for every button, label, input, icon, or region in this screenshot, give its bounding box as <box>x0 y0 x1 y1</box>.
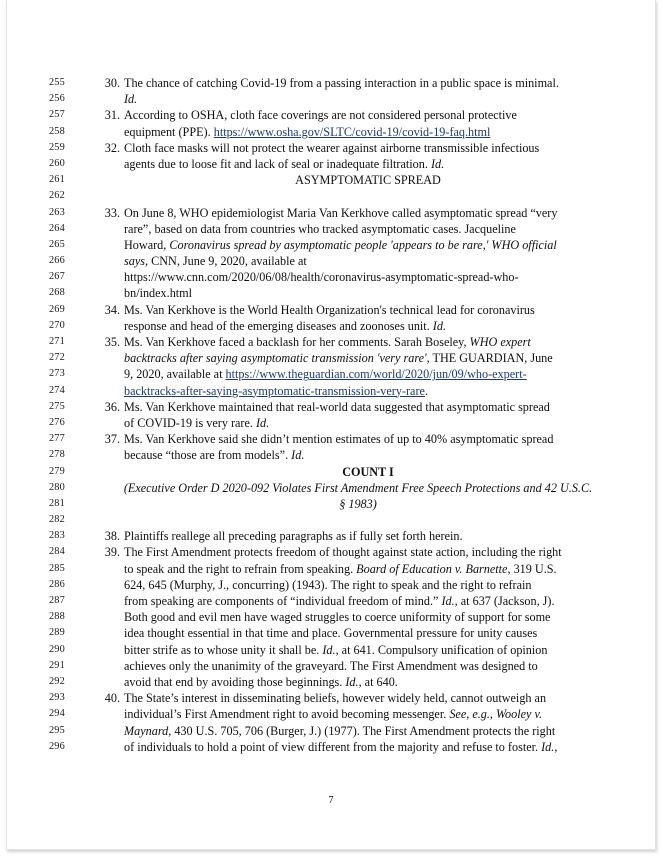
numbered-line <box>7 318 657 334</box>
hyperlink[interactable]: https://www.theguardian.com/world/2020/jun/09/who-expert- <box>225 367 527 382</box>
line-number: 282 <box>48 514 65 526</box>
line-number: 264 <box>48 222 65 234</box>
line-number: 278 <box>48 449 65 461</box>
paragraph-number: 38. <box>104 529 120 544</box>
line-number: 274 <box>48 384 65 396</box>
numbered-line <box>7 107 657 123</box>
document-body <box>7 75 657 755</box>
line-text: 31. According to OSHA, cloth face coverings are not considered personal protective <box>99 107 647 123</box>
paragraph-number: 36. <box>104 399 120 414</box>
numbered-line <box>7 156 657 172</box>
line-text: of COVID-19 is very rare. Id. <box>124 415 270 430</box>
count-subtitle: § 1983) <box>339 496 377 511</box>
line-number: 257 <box>48 109 65 121</box>
line-text: Howard, Coronavirus spread by asymptomatic people 'appears to be rare,' WHO official <box>124 237 557 252</box>
line-text: Both good and evil men have waged struggles to coerce uniformity of support for some <box>124 610 551 625</box>
hyperlink[interactable]: https://www.osha.gov/SLTC/covid-19/covid-19-faq.html <box>213 124 491 139</box>
line-number: 295 <box>48 724 65 736</box>
line-text: backtracks after saying asymptomatic transmission 'very rare', THE GUARDIAN, June <box>124 351 553 366</box>
line-number: 283 <box>48 530 65 542</box>
document-page-sheet <box>6 0 656 850</box>
line-number: 279 <box>48 465 65 477</box>
numbered-line <box>7 642 657 658</box>
numbered-line <box>7 205 657 221</box>
line-text: 35. Ms. Van Kerkhove faced a backlash for her comments. Sarah Boseley, WHO expert <box>99 334 647 350</box>
numbered-line <box>7 464 657 480</box>
line-number: 284 <box>48 546 65 558</box>
line-text: 40. The State’s interest in disseminating beliefs, however widely held, cannot outweigh an <box>99 690 647 706</box>
count-subtitle: (Executive Order D 2020-092 Violates First Amendment Free Speech Protections and 42 U.S.C. <box>123 480 593 495</box>
line-number: 293 <box>48 692 65 704</box>
line-number: 281 <box>48 497 65 509</box>
numbered-line <box>7 75 657 91</box>
numbered-line <box>7 544 657 560</box>
line-text: 32. Cloth face masks will not protect the wearer against airborne transmissible infectious <box>99 140 647 156</box>
line-number: 272 <box>48 352 65 364</box>
line-number: 288 <box>48 611 65 623</box>
numbered-line <box>7 496 657 512</box>
line-text: bitter strife as to whose unity it shall be. Id., at 641. Compulsory unification of opinion <box>124 642 548 657</box>
line-number: 294 <box>48 708 65 720</box>
line-number: 269 <box>48 303 65 315</box>
line-text: 9, 2020, available at https://www.theguardian.com/world/2020/jun/09/who-expert- <box>124 367 527 382</box>
line-text: Id. <box>124 92 138 107</box>
line-text: achieves only the unanimity of the graveyard. The First Amendment was designed to <box>124 658 538 673</box>
line-text: equipment (PPE). https://www.osha.gov/SLTC/covid-19/covid-19-faq.html <box>124 124 491 139</box>
line-number: 286 <box>48 578 65 590</box>
line-number: 287 <box>48 595 65 606</box>
line-text: 37. Ms. Van Kerkhove said she didn’t mention estimates of up to 40% asymptomatic spread <box>99 431 647 447</box>
numbered-line <box>7 350 657 366</box>
line-number: 263 <box>48 206 65 218</box>
line-text: 39. The First Amendment protects freedom of thought against state action, including the right <box>99 544 647 560</box>
numbered-line <box>7 366 657 382</box>
line-number: 273 <box>48 368 65 380</box>
numbered-line <box>7 739 657 755</box>
line-number: 260 <box>48 157 65 169</box>
line-number: 266 <box>48 255 65 267</box>
hyperlink[interactable]: backtracks-after-saying-asymptomatic-transmission-very-rare <box>124 383 425 398</box>
numbered-line <box>7 480 657 496</box>
line-text: of individuals to hold a point of view different from the majority and refuse to foster. Id., <box>124 739 558 754</box>
line-number: 261 <box>48 174 65 186</box>
numbered-line <box>7 561 657 577</box>
numbered-line <box>7 706 657 722</box>
numbered-line <box>7 188 657 204</box>
page-number-footer: 7 <box>328 795 334 806</box>
numbered-line <box>7 528 657 544</box>
line-number: 285 <box>48 562 65 574</box>
line-number: 289 <box>48 627 65 639</box>
line-number: 271 <box>48 336 65 347</box>
line-text: https://www.cnn.com/2020/06/08/health/coronavirus-asymptomatic-spread-who- <box>124 270 519 285</box>
line-text: 36. Ms. Van Kerkhove maintained that real-world data suggested that asymptomatic spread <box>99 399 647 415</box>
section-heading: ASYMPTOMATIC SPREAD <box>295 173 441 188</box>
numbered-line <box>7 221 657 237</box>
line-number: 258 <box>48 125 65 137</box>
line-text: rare”, based on data from countries who tracked asymptomatic cases. Jacqueline <box>124 221 516 236</box>
numbered-line <box>7 658 657 674</box>
numbered-line <box>7 512 657 528</box>
numbered-line <box>7 383 657 399</box>
paragraph-number: 32. <box>104 140 120 155</box>
numbered-line <box>7 431 657 447</box>
numbered-line <box>7 124 657 140</box>
line-number: 265 <box>48 238 65 250</box>
numbered-line <box>7 237 657 253</box>
numbered-line <box>7 269 657 285</box>
line-text: because “those are from models”. Id. <box>124 448 305 463</box>
paragraph-number: 34. <box>104 302 120 317</box>
paragraph-number: 37. <box>104 432 120 447</box>
numbered-line <box>7 609 657 625</box>
numbered-line <box>7 625 657 641</box>
numbered-line <box>7 593 657 609</box>
line-number: 256 <box>48 93 65 105</box>
paragraph-number: 40. <box>104 691 120 706</box>
line-number: 259 <box>48 141 65 153</box>
line-text: 33. On June 8, WHO epidemiologist Maria Van Kerkhove called asymptomatic spread “very <box>99 205 647 221</box>
line-number: 277 <box>48 433 65 445</box>
line-text: 38. Plaintiffs reallege all preceding paragraphs as if fully set forth herein. <box>99 528 647 544</box>
numbered-line <box>7 285 657 301</box>
line-text: idea thought essential in that time and place. Governmental pressure for unity causes <box>124 626 538 641</box>
line-text: 34. Ms. Van Kerkhove is the World Health Organization's technical lead for coronavirus <box>99 302 647 318</box>
numbered-line <box>7 447 657 463</box>
line-text: Maynard, 430 U.S. 705, 706 (Burger, J.) (1977). The First Amendment protects the right <box>124 723 556 738</box>
numbered-line <box>7 415 657 431</box>
numbered-line <box>7 723 657 739</box>
line-text: response and head of the emerging diseases and zoonoses unit. Id. <box>124 318 446 333</box>
line-number: 262 <box>48 190 65 202</box>
numbered-line <box>7 253 657 269</box>
numbered-line <box>7 399 657 415</box>
line-text: avoid that end by avoiding those beginnings. Id., at 640. <box>124 674 398 689</box>
line-number: 280 <box>48 481 65 493</box>
numbered-line <box>7 302 657 318</box>
line-number: 292 <box>48 675 65 687</box>
line-text: bn/index.html <box>124 286 193 301</box>
line-text: 624, 645 (Murphy, J., concurring) (1943). The right to speak and the right to refrain <box>124 577 532 592</box>
line-number: 255 <box>48 77 65 88</box>
numbered-line <box>7 674 657 690</box>
numbered-line <box>7 140 657 156</box>
numbered-line <box>7 577 657 593</box>
paragraph-number: 31. <box>104 108 120 123</box>
line-number: 270 <box>48 319 65 331</box>
numbered-line <box>7 334 657 350</box>
line-number: 268 <box>48 287 65 299</box>
line-text: 30. The chance of catching Covid-19 from a passing interaction in a public space is minimal. <box>99 75 647 91</box>
line-number: 275 <box>48 400 65 412</box>
line-text: backtracks-after-saying-asymptomatic-transmission-very-rare. <box>124 383 428 398</box>
line-text: individual’s First Amendment right to avoid becoming messenger. See, e.g., Wooley v. <box>124 707 543 722</box>
numbered-line <box>7 690 657 706</box>
line-text: to speak and the right to refrain from speaking. Board of Education v. Barnette, 319 U.S. <box>124 561 557 576</box>
paragraph-number: 39. <box>104 545 120 560</box>
line-text: from speaking are components of “individual freedom of mind.” Id., at 637 (Jackson, J). <box>124 594 555 608</box>
line-text: says, CNN, June 9, 2020, available at <box>124 254 307 269</box>
paragraph-number: 30. <box>104 76 120 90</box>
line-number: 290 <box>48 643 65 655</box>
paragraph-number: 35. <box>104 335 120 349</box>
numbered-line <box>7 172 657 188</box>
line-number: 296 <box>48 740 65 752</box>
line-number: 291 <box>48 659 65 671</box>
count-heading: COUNT I <box>342 464 394 479</box>
line-text: agents due to loose fit and lack of seal or inadequate filtration. Id. <box>124 156 445 171</box>
paragraph-number: 33. <box>104 205 120 220</box>
numbered-line <box>7 91 657 107</box>
line-number: 267 <box>48 271 65 283</box>
line-number: 276 <box>48 416 65 428</box>
